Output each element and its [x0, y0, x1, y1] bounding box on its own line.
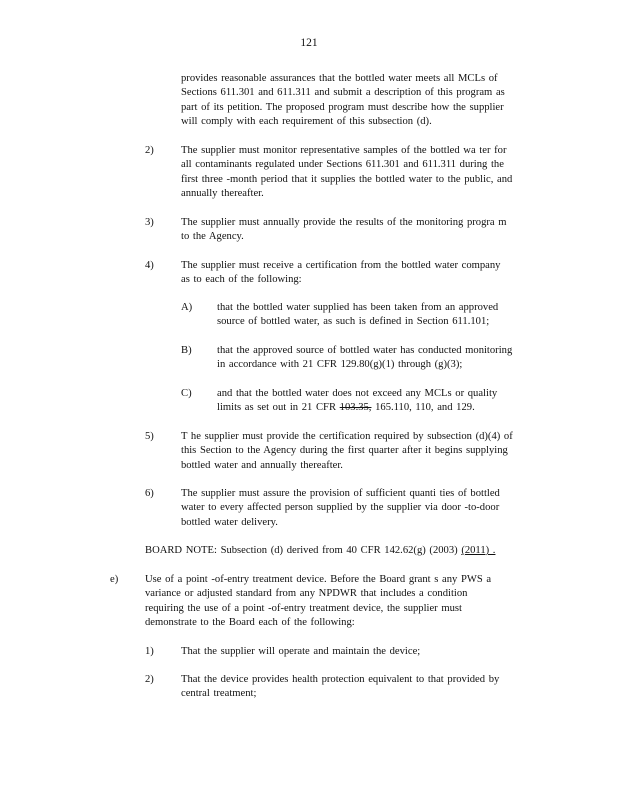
item-label: 5) [145, 431, 154, 442]
item-e-paragraph [145, 573, 545, 631]
item-e2-paragraph [181, 673, 541, 702]
text-line: part of its petition. The proposed program must describe how the supplier [181, 101, 504, 113]
item-label: 6) [145, 488, 154, 499]
subitem-b-paragraph [217, 344, 547, 373]
text-line [217, 401, 547, 415]
item-label: 3) [145, 217, 154, 228]
intro-paragraph [181, 72, 541, 130]
text-line: variance or adjusted standard from any NPDWR that includes a condition [145, 588, 468, 600]
text-line: The supplier must monitor representative samples of the bottled wa ter for [181, 145, 507, 156]
text-line: this Section to the Agency during the first quarter after it begins supplying [181, 445, 508, 457]
text-line: The supplier must assure the provision of sufficient quanti ties of bottled [181, 488, 500, 499]
text-line: requiring the use of a point -of-entry treatment device, the supplier must [145, 602, 462, 614]
text-line: The supplier must receive a certification from the bottled water company [181, 260, 501, 271]
item-2-paragraph [181, 144, 541, 202]
board-note-text: BOARD NOTE: Subsection (d) derived from 40 CFR 142.62(g) (2003) [145, 545, 462, 556]
item-label: 1) [145, 646, 154, 657]
text-line: Use of a point -of-entry treatment device. Before the Board grant s any PWS a [145, 574, 492, 585]
text-line: bottled water and annually thereafter. [181, 459, 343, 471]
text-line: source of bottled water, as such is defined in Section 611.101; [217, 316, 490, 328]
text-line: all contaminants regulated under Sections 611.301 and 611.311 during the [181, 159, 504, 171]
text-line: Sections 611.301 and 611.311 and submit a description of this program as [181, 87, 505, 99]
text-line: to the Agency. [181, 231, 244, 243]
text-line: demonstrate to the Board each of the following: [145, 617, 355, 629]
subitem-label: C) [181, 388, 192, 399]
text-line: that the approved source of bottled water has conducted monitoring [217, 345, 513, 356]
page-number: 121 [300, 37, 318, 49]
subitem-a-paragraph [217, 301, 547, 330]
text-segment: 165.110, 110, and 129. [371, 402, 475, 414]
text-line: That the supplier will operate and maintain the device; [181, 646, 421, 657]
item-label: 4) [145, 260, 154, 271]
text-line: water to every affected person supplied by the supplier via door -to-door [181, 502, 500, 514]
added-text: (2011) . [461, 545, 496, 556]
subitem-c-paragraph [217, 387, 547, 416]
subitem-label: A) [181, 302, 193, 313]
text-line: will comply with each requirement of this subsection (d). [181, 116, 432, 128]
text-line: That the device provides health protection equivalent to that provided by [181, 674, 500, 685]
text-line: in accordance with 21 CFR 129.80(g)(1) through (g)(3); [217, 359, 463, 371]
text-line: The supplier must annually provide the results of the monitoring progra m [181, 217, 507, 228]
item-6-paragraph [181, 487, 541, 530]
item-5-paragraph [181, 430, 546, 473]
text-line: provides reasonable assurances that the bottled water meets all MCLs of [181, 73, 498, 84]
item-label: 2) [145, 145, 154, 156]
text-line: and that the bottled water does not exceed any MCLs or quality [217, 388, 498, 399]
item-label: 2) [145, 674, 154, 685]
text-line: annually thereafter. [181, 188, 264, 200]
text-line: first three -month period that it supplies the bottled water to the public, and [181, 173, 513, 185]
board-note [145, 544, 545, 558]
section-label: e) [110, 574, 119, 585]
deleted-text: 103.35, [339, 402, 372, 414]
text-segment: limits as set out in 21 CFR [217, 402, 340, 414]
text-line: central treatment; [181, 688, 257, 700]
item-4-paragraph [181, 259, 541, 288]
item-3-paragraph [181, 216, 541, 245]
item-e1-paragraph [181, 645, 541, 659]
text-line: as to each of the following: [181, 274, 302, 286]
text-line: T he supplier must provide the certification required by subsection (d)(4) of [181, 431, 513, 442]
text-line: bottled water delivery. [181, 516, 278, 528]
text-line: that the bottled water supplied has been taken from an approved [217, 302, 499, 313]
subitem-label: B) [181, 345, 192, 356]
